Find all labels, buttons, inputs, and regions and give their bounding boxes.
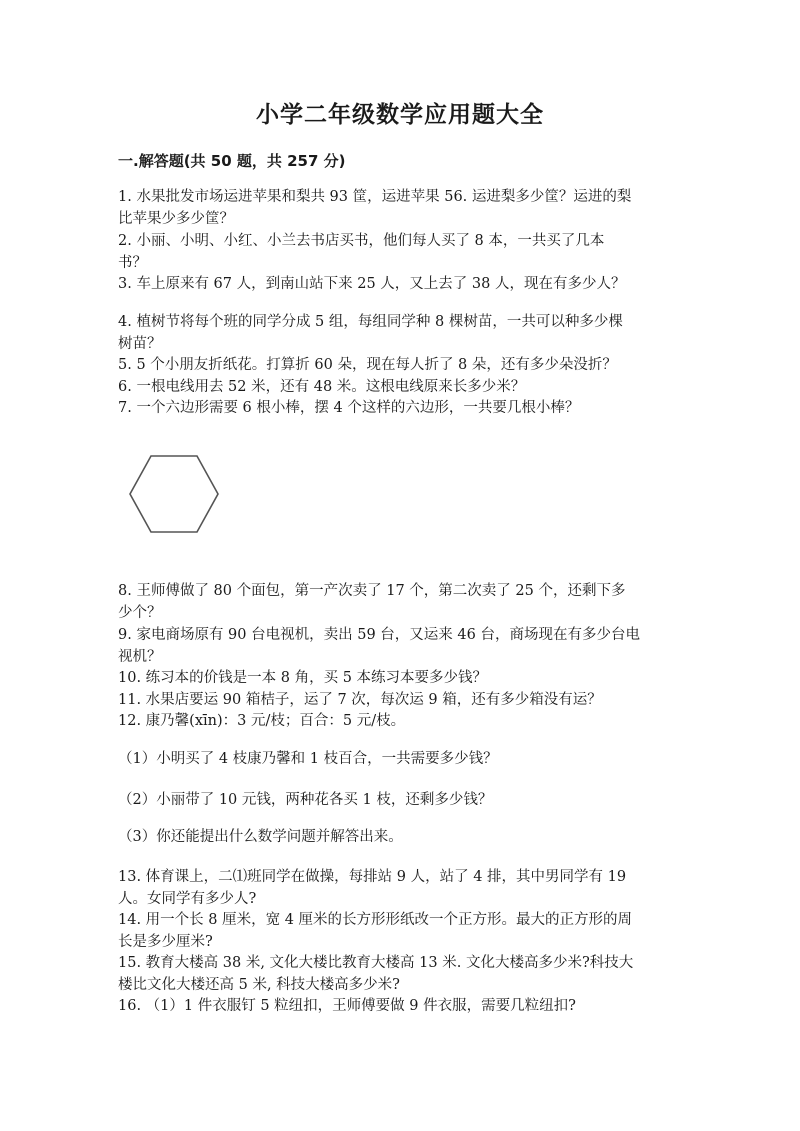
question-13-line-2: 人。女同学有多少人? bbox=[118, 891, 257, 907]
question-14-line-1: 14. 用一个长 8 厘米，宽 4 厘米的长方形形纸改一个正方形。最大的正方形的周 bbox=[118, 912, 633, 928]
page-title: 小学二年级数学应用题大全 bbox=[256, 102, 544, 128]
question-12-line-1: 12. 康乃馨(xīn)：3 元/枝；百合：5 元/枝。 bbox=[118, 713, 406, 729]
question-8-line-2: 少个？ bbox=[118, 605, 162, 621]
question-9-line-1: 9. 家电商场原有 90 台电视机，卖出 59 台，又运来 46 台，商场现在有多少台电 bbox=[118, 627, 640, 643]
question-1-line-2: 比苹果少多少筐？ bbox=[118, 211, 234, 227]
question-5-line-1: 5. 5 个小朋友折纸花。打算折 60 朵，现在每人折了 8 朵，还有多少朵没折？ bbox=[118, 357, 617, 373]
question-12-sub-3: （3）你还能提出什么数学问题并解答出来。 bbox=[118, 829, 403, 845]
question-16-line-1: 16. （1）1 件衣服钉 5 粒纽扣，王师傅要做 9 件衣服，需要几粒纽扣? bbox=[118, 998, 576, 1014]
question-12-sub-2: （2）小丽带了 10 元钱，两种花各买 1 枝，还剩多少钱？ bbox=[118, 792, 493, 808]
question-3-line-1: 3. 车上原来有 67 人，到南山站下来 25 人，又上去了 38 人，现在有多少人？ bbox=[118, 276, 626, 292]
question-4-line-1: 4. 植树节将每个班的同学分成 5 组，每组同学种 8 棵树苗，一共可以种多少棵 bbox=[118, 314, 623, 330]
question-14-line-2: 长是多少厘米? bbox=[118, 934, 213, 950]
question-11-line-1: 11. 水果店要运 90 箱桔子，运了 7 次，每次运 9 箱，还有多少箱没有运？ bbox=[118, 692, 602, 708]
section-heading: 一.解答题(共 50 题，共 257 分) bbox=[118, 152, 346, 170]
question-15-line-1: 15. 教育大楼高 38 米, 文化大楼比教育大楼高 13 米. 文化大楼高多少米?科技大 bbox=[118, 955, 634, 971]
question-2-line-1: 2. 小丽、小明、小红、小兰去书店买书，他们每人买了 8 本，一共买了几本 bbox=[118, 233, 605, 249]
hexagon-figure bbox=[128, 454, 220, 534]
question-9-line-2: 视机？ bbox=[118, 649, 162, 665]
question-7-line-1: 7. 一个六边形需要 6 根小棒，摆 4 个这样的六边形，一共要几根小棒？ bbox=[118, 400, 580, 416]
question-4-line-2: 树苗？ bbox=[118, 336, 162, 352]
question-6-line-1: 6. 一根电线用去 52 米，还有 48 米。这根电线原来长多少米？ bbox=[118, 379, 526, 395]
question-12-sub-1: （1）小明买了 4 枝康乃馨和 1 枝百合，一共需要多少钱？ bbox=[118, 751, 498, 767]
question-8-line-1: 8. 王师傅做了 80 个面包，第一产次卖了 17 个，第二次卖了 25 个，还剩下多 bbox=[118, 583, 626, 599]
question-10-line-1: 10. 练习本的价钱是一本 8 角，买 5 本练习本要多少钱？ bbox=[118, 670, 488, 686]
question-2-line-2: 书？ bbox=[118, 255, 147, 271]
hexagon-shape bbox=[130, 456, 218, 532]
question-15-line-2: 楼比文化大楼还高 5 米, 科技大楼高多少米? bbox=[118, 977, 400, 993]
question-1-line-1: 1. 水果批发市场运进苹果和梨共 93 筐，运进苹果 56. 运进梨多少筐？运进的梨 bbox=[118, 189, 632, 205]
question-13-line-1: 13. 体育课上，二⑴班同学在做操，每排站 9 人，站了 4 排，其中男同学有 19 bbox=[118, 869, 627, 885]
